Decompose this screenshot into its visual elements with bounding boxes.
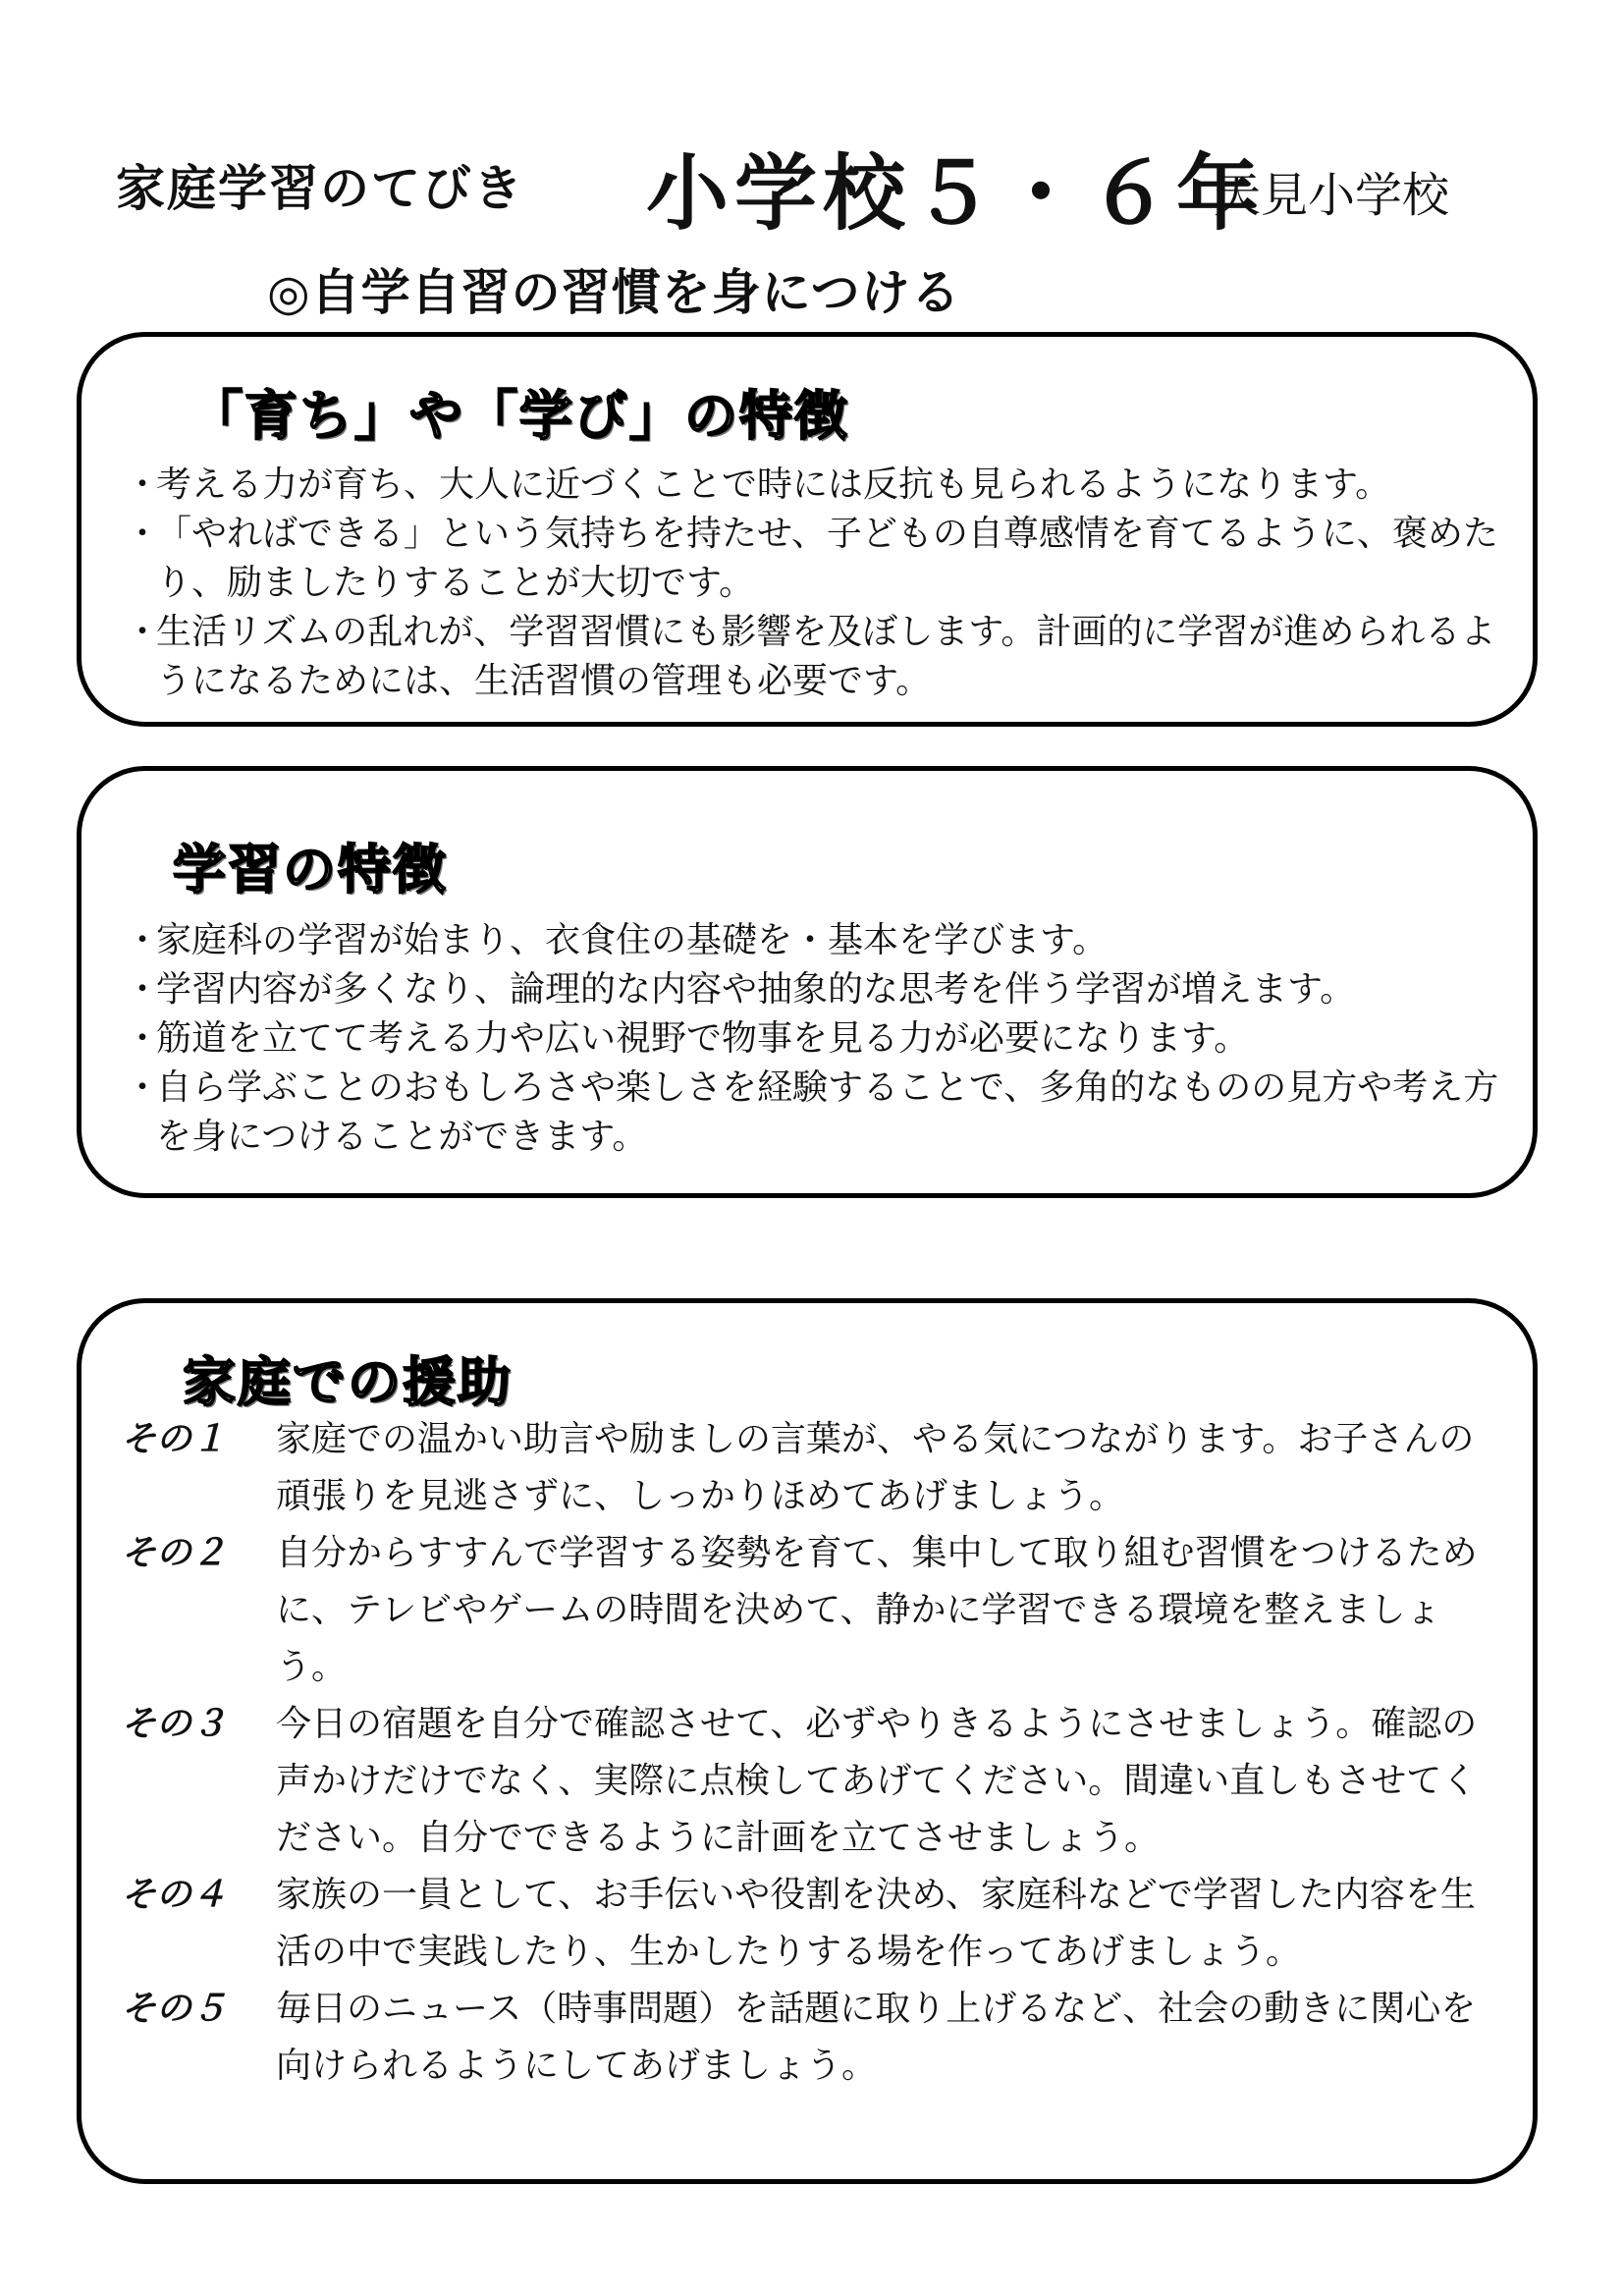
bullet-dot: ・ [125, 920, 161, 960]
list-item [125, 461, 1513, 510]
list-item-text: 「やればできる」という気持ちを持たせ、子どもの自尊感情を育てるように、褒めたり、励ましたりすることが大切です。 [156, 514, 1498, 603]
list-item [125, 916, 1513, 965]
section-heading-growth: 「育ち」や「学び」の特徴 [189, 385, 849, 447]
support-item [121, 1867, 1509, 1981]
support-item-text: 家庭での温かい助言や励ましの言葉が、やる気につながります。お子さんの頑張りを見逃さずに、しっかりほめてあげましょう。 [276, 1419, 1475, 1516]
list-item-text: 自ら学ぶことのおもしろさや楽しさを経験することで、多角的なものの見方や考え方を身につけることができます。 [156, 1067, 1499, 1157]
support-item-text: 家族の一員として、お手伝いや役割を決め、家庭科などで学習した内容を生活の中で実践したり、生かしたりする場を作ってあげましょう。 [276, 1875, 1476, 1972]
list-item [125, 510, 1513, 608]
support-item [121, 1411, 1509, 1525]
bullet-dot: ・ [125, 1018, 161, 1059]
support-item-label: その４ [121, 1875, 228, 1915]
support-item-text: 今日の宿題を自分で確認させて、必ずやりきるようにさせましょう。確認の声かけだけでなく、実際に点検してあげてください。間違い直しもさせてください。自分でできるように計画を立てさせましょう。 [276, 1704, 1478, 1858]
bullet-dot: ・ [125, 612, 161, 652]
support-item-label: その３ [121, 1704, 228, 1744]
bullet-dot: ・ [125, 1067, 161, 1108]
grade-title: 小学校５・６年 [646, 145, 1266, 242]
bullet-dot: ・ [125, 465, 161, 505]
bullet-dot: ・ [125, 969, 161, 1010]
list-item-text: 学習内容が多くなり、論理的な内容や抽象的な思考を伴う学習が増えます。 [156, 969, 1356, 1010]
support-item-text: 自分からすすんで学習する姿勢を育て、集中して取り組む習慣をつけるために、テレビやゲームの時間を決めて、静かに学習できる環境を整えましょう。 [276, 1533, 1478, 1687]
document-title: 家庭学習のてびき [116, 160, 524, 217]
list-item-text: 筋道を立てて考える力や広い視野で物事を見る力が必要になります。 [156, 1018, 1250, 1059]
support-item [121, 1981, 1509, 2095]
support-item [121, 1696, 1509, 1867]
list-item [125, 965, 1513, 1014]
bullet-list [125, 916, 1513, 1162]
bullet-dot: ・ [125, 514, 161, 554]
support-item-label: その２ [121, 1533, 228, 1573]
list-item-text: 家庭科の学習が始まり、衣食住の基礎を・基本を学びます。 [156, 920, 1109, 960]
growth-learning-features-box [77, 332, 1538, 727]
list-item [125, 1014, 1513, 1064]
list-item-text: 考える力が育ち、大人に近づくことで時には反抗も見られるようになります。 [156, 465, 1391, 505]
page-header [116, 128, 1490, 242]
support-item [121, 1525, 1509, 1696]
section-heading-study: 学習の特徴 [173, 839, 448, 901]
bullet-list [125, 461, 1513, 706]
school-name: 天見小学校 [1214, 168, 1450, 223]
home-support-box [77, 1298, 1538, 2184]
support-item-label: その５ [121, 1989, 228, 2029]
study-features-box [77, 766, 1538, 1198]
support-item-label: その１ [121, 1419, 228, 1459]
support-list [121, 1411, 1509, 2095]
subtitle: ◎自学自習の習慣を身につける [267, 264, 961, 321]
list-item [125, 1064, 1513, 1162]
support-item-text: 毎日のニュース（時事問題）を話題に取り上げるなど、社会の動きに関心を向けられるようにしてあげましょう。 [276, 1989, 1477, 2086]
list-item-text: 生活リズムの乱れが、学習習慣にも影響を及ぼします。計画的に学習が進められるようになるためには、生活習慣の管理も必要です。 [156, 612, 1496, 701]
section-heading-home-support: 家庭での援助 [183, 1351, 513, 1413]
list-item [125, 608, 1513, 706]
